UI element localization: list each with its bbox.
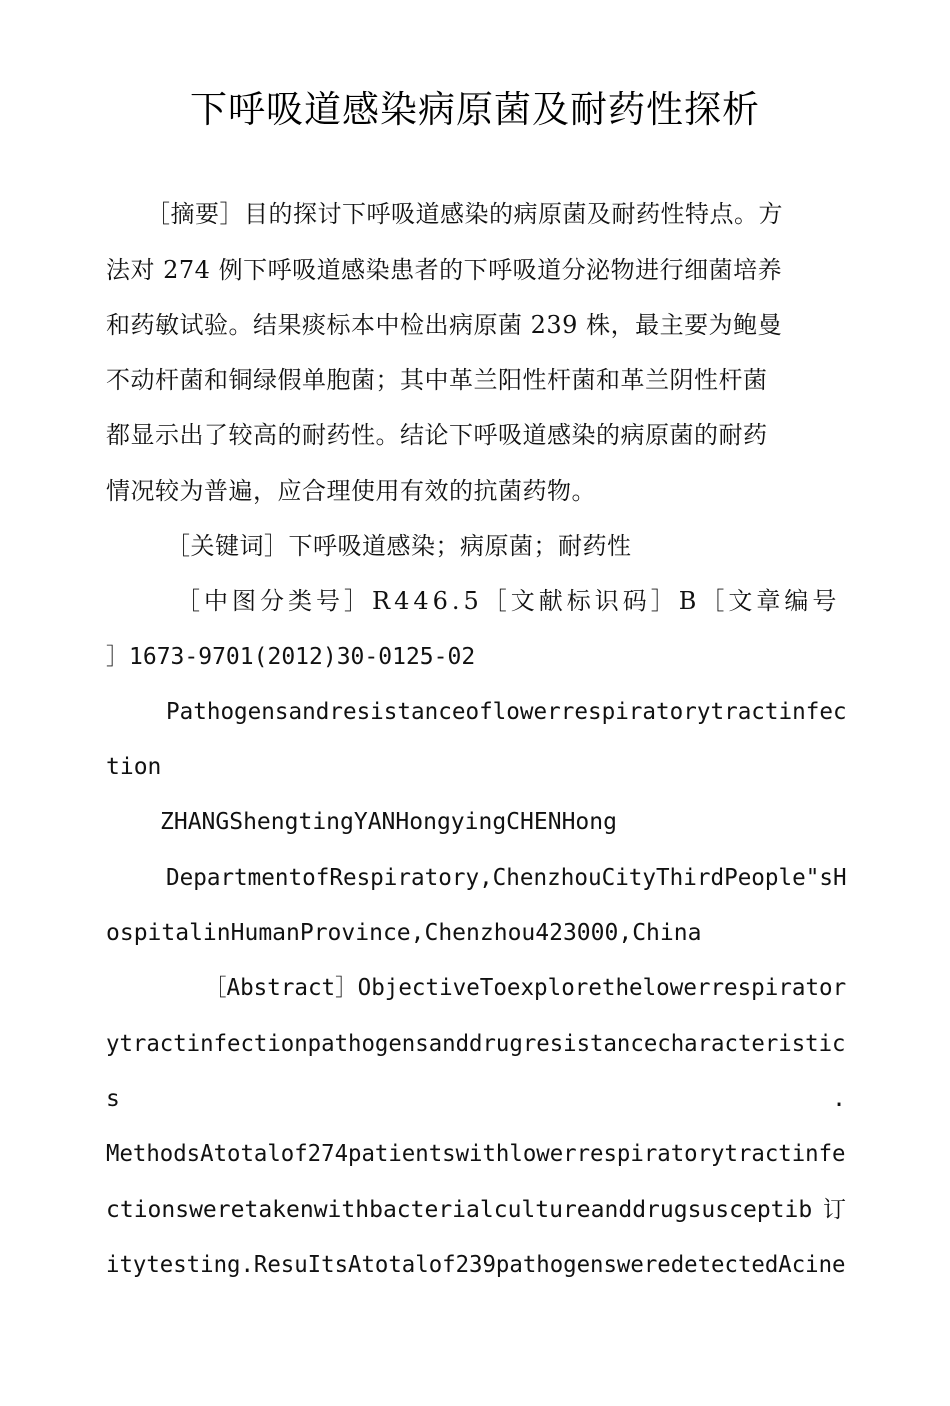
abstract-cn-line-6: 情况较为普遍，应合理使用有效的抗菌药物。 <box>106 477 596 505</box>
abstract-en-line-5-right: 订 <box>823 1197 846 1223</box>
abstract-en-line-1: ［Abstract］ObjectiveToexplorethelowerrespirator <box>204 975 847 1001</box>
abstract-en-line-5 <box>106 1190 846 1230</box>
abstract-cn-line-4: 不动杆菌和铜绿假单胞菌；其中革兰阳性杆菌和革兰阴性杆菌 <box>106 366 768 394</box>
abstract-cn-line-3: 和药敏试验。结果痰标本中检出病原菌 239 株，最主要为鲍曼 <box>106 311 783 339</box>
authors: ZHANGShengtingYANHongyingCHENHong <box>160 809 617 835</box>
affiliation-line-1: DepartmentofRespiratory,ChenzhouCityThirdPeople"sH <box>166 865 847 891</box>
classification-line-1: ［中图分类号］R446.5［文献标识码］B［文章编号 <box>176 587 841 615</box>
abstract-en-line-3-left: s <box>106 1086 120 1112</box>
abstract-en-line-3-right: . <box>832 1086 846 1112</box>
abstract-en-line-2: ytractinfectionpathogensanddrugresistancecharacteristic <box>106 1031 846 1057</box>
abstract-en-line-6: itytesting.ResuItsAtotalof239pathogensweredetectedAcine <box>106 1252 846 1278</box>
abstract-cn-line-1: ［摘要］目的探讨下呼吸道感染的病原菌及耐药性特点。方 <box>146 200 783 228</box>
classification-line-2: ］1673-9701(2012)30-0125-02 <box>106 644 476 670</box>
english-title-line-1: Pathogensandresistanceoflowerrespiratorytractinfec <box>166 699 847 725</box>
english-title-line-2: tion <box>106 754 162 780</box>
abstract-cn-line-5: 都显示出了较高的耐药性。结论下呼吸道感染的病原菌的耐药 <box>106 421 768 449</box>
abstract-en-line-5-left: ctionsweretakenwithbacterialcultureanddrugsusceptib <box>106 1197 813 1223</box>
abstract-en-line-4: MethodsAtotalof274patientswithlowerrespiratorytractinfe <box>106 1141 846 1167</box>
abstract-en-line-3 <box>106 1079 846 1119</box>
abstract-cn-line-2: 法对 274 例下呼吸道感染患者的下呼吸道分泌物进行细菌培养 <box>106 256 783 284</box>
keywords: ［关键词］下呼吸道感染；病原菌；耐药性 <box>166 532 632 560</box>
affiliation-line-2: ospitalinHumanProvince,Chenzhou423000,China <box>106 920 702 946</box>
page-title: 下呼吸道感染病原菌及耐药性探析 <box>190 88 760 131</box>
